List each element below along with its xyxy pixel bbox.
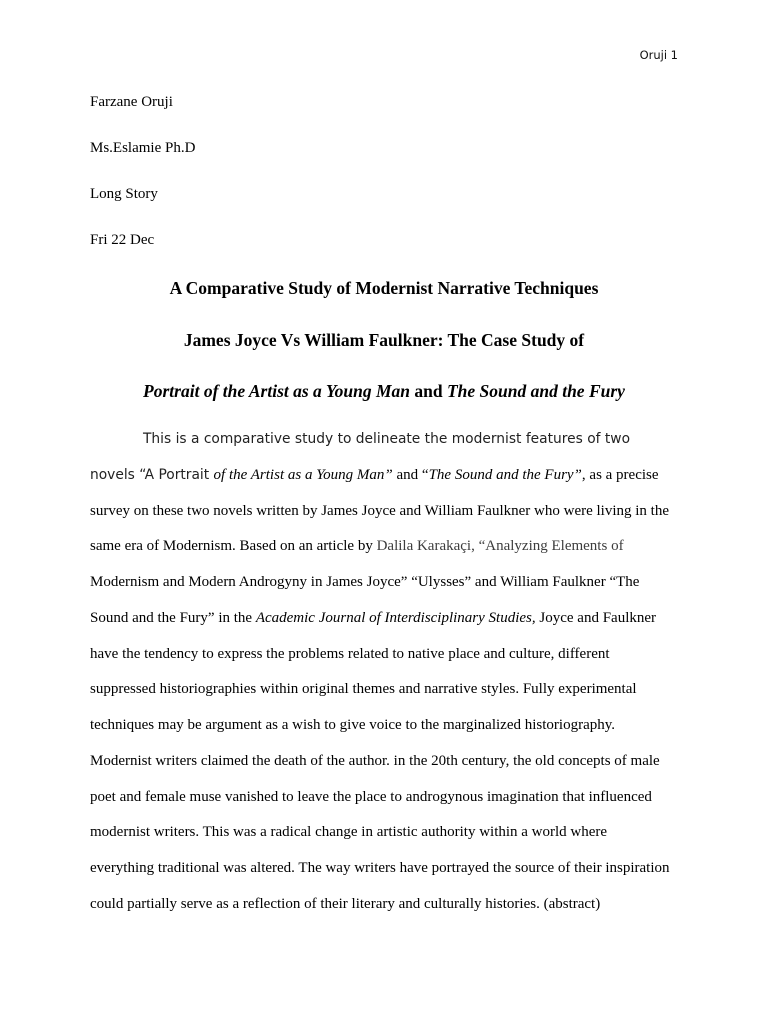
instructor-name: Ms.Eslamie Ph.D	[90, 140, 196, 156]
paragraph-line	[90, 637, 678, 673]
text-run: survey on these two novels written by James Joyce and William Faulkner who were living in the	[90, 502, 670, 519]
text-run: novels “A Portrait	[90, 466, 214, 483]
paragraph-line	[90, 708, 678, 744]
author-name: Farzane Oruji	[90, 94, 173, 110]
paragraph-line	[90, 780, 678, 816]
citation-run: Dalila Karakaçi, “Analyzing Elements of	[376, 538, 624, 555]
paragraph-line	[90, 422, 678, 458]
text-run: poet and female muse vanished to leave the place to androgynous imagination that influenced	[90, 788, 652, 805]
abstract-paragraph	[90, 422, 678, 923]
text-run: Modernism and Modern Androgyny in James Joyce” “Ulysses” and William Faulkner “The	[90, 574, 640, 590]
text-run: suppressed historiographies within original themes and narrative styles. Fully experimental	[90, 681, 637, 698]
text-run: and “	[392, 466, 429, 483]
paragraph-line	[90, 565, 678, 601]
course-name: Long Story	[90, 186, 158, 202]
running-head-page-number: Oruji 1	[639, 48, 678, 62]
text-run: modernist writers. This was a radical change in artistic authority within a world where	[90, 824, 608, 841]
text-run: The Sound and the Fury”	[428, 466, 582, 483]
text-run: Joyce and Faulkner	[535, 609, 657, 626]
work-title: The Sound and the Fury	[446, 381, 625, 401]
text-run: everything traditional was altered. The way writers have portrayed the source of their inspiration	[90, 860, 670, 876]
heading-block	[90, 79, 678, 263]
journal-title-run: Academic Journal of Interdisciplinary Studies,	[255, 609, 536, 626]
text-run: techniques may be argument as a wish to give voice to the marginalized historiography.	[90, 717, 615, 733]
paragraph-line	[90, 887, 678, 923]
paragraph-line	[90, 851, 678, 887]
text-run: have the tendency to express the problems related to native place and culture, different	[90, 645, 610, 662]
paragraph-line	[90, 744, 678, 780]
text-run: , as a precise	[581, 466, 659, 483]
text-run: Sound and the Fury” in the	[90, 609, 256, 626]
paragraph-line	[90, 494, 678, 530]
work-title: Portrait of the Artist as a Young Man	[143, 381, 410, 401]
document-title: A Comparative Study of Modernist Narrative Techniques	[169, 278, 599, 298]
paragraph-line	[90, 815, 678, 851]
text-run: Modernist writers claimed the death of the author. in the 20th century, the old concepts of male	[90, 752, 660, 769]
document-subtitle: James Joyce Vs William Faulkner: The Case Study of	[183, 330, 585, 350]
text-run: could partially serve as a reflection of their literary and culturally histories. (abstract)	[90, 895, 601, 912]
date: Fri 22 Dec	[90, 232, 155, 248]
title-conjunction: and	[410, 381, 447, 401]
document-subtitle-works	[90, 379, 678, 403]
paragraph-line	[90, 672, 678, 708]
paragraph-line	[90, 529, 678, 565]
text-run: This is a comparative study to delineate the modernist features of two	[143, 431, 631, 447]
paragraph-line	[90, 601, 678, 637]
paragraph-line	[90, 458, 678, 494]
text-run: same era of Modernism. Based on an article by	[90, 538, 377, 555]
text-run: of the Artist as a Young Man”	[213, 466, 393, 483]
